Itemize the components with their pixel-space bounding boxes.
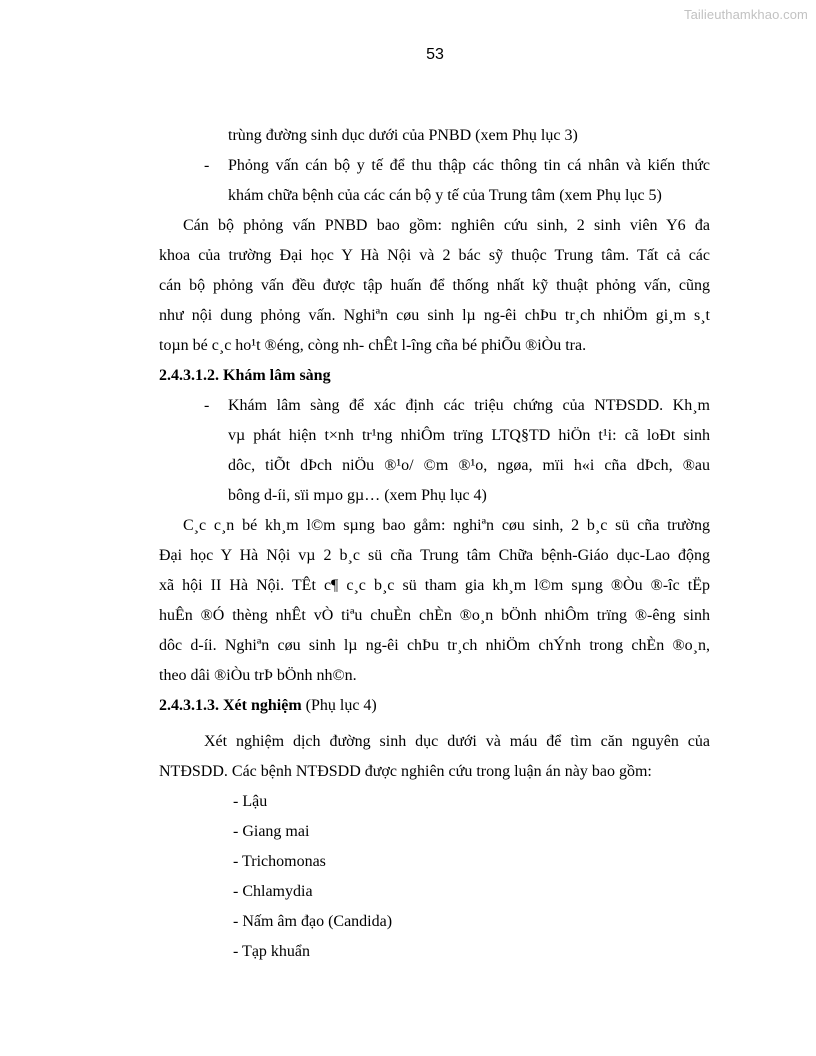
section-heading-ref: (Phụ lục 4) bbox=[301, 697, 377, 714]
list-item: - Trichomonas bbox=[233, 853, 326, 870]
paragraph-line: xã hội II Hà Nội. TÊt c¶ c¸c b¸c sü tham gia kh¸m l©m sµng ®Òu ®-îc tËp bbox=[159, 577, 710, 594]
list-item: - Nấm âm đạo (Candida) bbox=[233, 913, 393, 930]
paragraph-line: Đại học Y Hà Nội vµ 2 b¸c sü cña Trung tâm Chữa bệnh-Giáo dục-Lao động bbox=[159, 547, 710, 564]
text-line: vµ phát hiện t×nh tr¹ng nhiÔm trïng LTQ§TD hiÖn t¹i: cã loÐt sinh bbox=[228, 427, 710, 444]
bullet-dash: - bbox=[204, 397, 210, 414]
paragraph-line: huÊn ®Ó thèng nhÊt vÒ tiªu chuÈn chÈn ®o¸n bÖnh nhiÔm trïng ®-êng sinh bbox=[159, 607, 710, 624]
paragraph-line: cán bộ phỏng vấn đều được tập huấn để thống nhất kỹ thuật phỏng vấn, cũng bbox=[159, 277, 710, 294]
paragraph-line: NTĐSDD. Các bệnh NTĐSDD được nghiên cứu trong luận án này bao gồm: bbox=[159, 763, 652, 780]
paragraph-line: Cán bộ phỏng vấn PNBD bao gồm: nghiên cứu sinh, 2 sinh viên Y6 đa bbox=[183, 217, 710, 234]
list-item: - Chlamydia bbox=[233, 883, 313, 900]
paragraph-line: khoa của trường Đại học Y Hà Nội và 2 bác sỹ thuộc Trung tâm. Tất cả các bbox=[159, 247, 710, 264]
section-heading-bold: 2.4.3.1.3. Xét nghiệm bbox=[159, 697, 302, 714]
page-number: 53 bbox=[426, 46, 444, 63]
text-line: bông d-íi, sïi mµo gµ… (xem Phụ lục 4) bbox=[228, 487, 487, 504]
text-line: trùng đường sinh dục dưới của PNBD (xem Phụ lục 3) bbox=[228, 127, 578, 144]
paragraph-line: C¸c c¸n bé kh¸m l©m sµng bao gåm: nghiªn cøu sinh, 2 b¸c sü cña trường bbox=[183, 517, 710, 534]
list-item: - Tạp khuẩn bbox=[233, 943, 311, 960]
paragraph-line: như nội dung phỏng vấn. Nghiªn cøu sinh lµ ng-êi chÞu tr¸ch nhiÖm gi¸m s¸t bbox=[159, 307, 710, 324]
watermark: Tailieuthamkhao.com bbox=[683, 7, 808, 22]
paragraph-line: theo dâi ®iÒu trÞ bÖnh nh©n. bbox=[159, 667, 357, 684]
paragraph-line: Xét nghiệm dịch đường sinh dục dưới và máu để tìm căn nguyên của bbox=[204, 733, 710, 750]
section-heading: 2.4.3.1.2. Khám lâm sàng bbox=[159, 367, 331, 384]
text-line: Phỏng vấn cán bộ y tế để thu thập các thông tin cá nhân và kiến thức bbox=[228, 157, 710, 174]
paragraph-line: dôc d-íi. Nghiªn cøu sinh lµ ng-êi chÞu tr¸ch nhiÖm chÝnh trong chÈn ®o¸n, bbox=[159, 637, 710, 654]
list-item: - Giang mai bbox=[233, 823, 310, 840]
list-item: - Lậu bbox=[233, 793, 268, 810]
section-heading bbox=[159, 696, 377, 716]
text-line: khám chữa bệnh của các cán bộ y tế của Trung tâm (xem Phụ lục 5) bbox=[228, 187, 662, 204]
text-line: Khám lâm sàng để xác định các triệu chứng của NTĐSDD. Kh¸m bbox=[228, 397, 710, 414]
bullet-dash: - bbox=[204, 157, 210, 174]
text-line: dôc, tiÕt dÞch niÖu ®¹o/ ©m ®¹o, ngøa, mïi h«i cña dÞch, ®au bbox=[228, 457, 710, 474]
paragraph-line: toµn bé c¸c ho¹t ®éng, còng nh- chÊt l-îng cña bé phiÕu ®iÒu tra. bbox=[159, 337, 587, 354]
